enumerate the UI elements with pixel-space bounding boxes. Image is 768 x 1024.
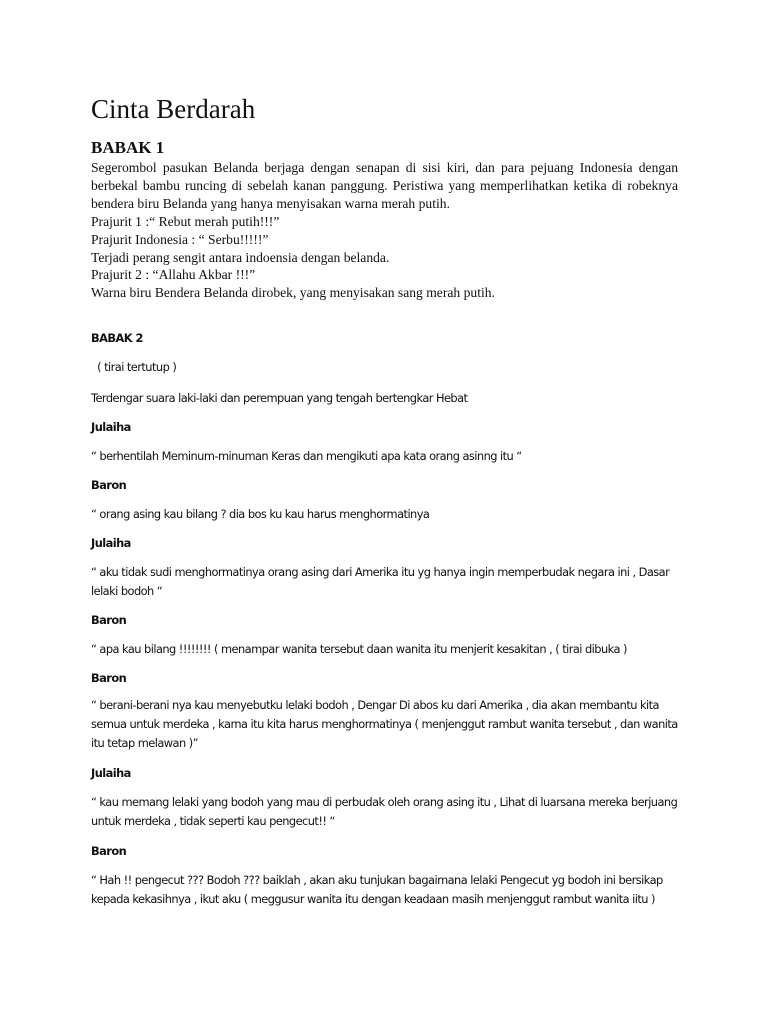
document-title: Cinta Berdarah (91, 94, 256, 124)
dialogue-line: “ berani-berani nya kau menyebutku lelaki bodoh , Dengar Di abos ku dari Amerika , dia akan membantu kita semua untuk merdeka , karna itu kita harus menghormatinya ( menjenggut rambut wanita tersebut , dan wanita itu tetap melawan )” (91, 698, 678, 750)
babak-1-line-bendera: Warna biru Bendera Belanda dirobek, yang menyisakan sang merah putih. (91, 285, 495, 301)
speaker-name: Baron (91, 671, 127, 685)
babak-1-line-perang: Terjadi perang sengit antara indoensia dengan belanda. (91, 249, 390, 265)
babak-1-body (91, 159, 678, 302)
speaker-name: Baron (91, 613, 127, 627)
babak-1-line-prajurit-2: Prajurit 2 : “Allahu Akbar !!!” (91, 267, 256, 283)
dialogue-line: “ Hah !! pengecut ??? Bodoh ??? baiklah , akan aku tunjukan bagaimana lelaki Pengecut yg bodoh ini bersikap kepada kekasihnya , ikut aku ( meggusur wanita itu dengan keadaan masih menjenggut rambut wanita iitu ) (91, 873, 663, 906)
babak-1-intro: Segerombol pasukan Belanda berjaga dengan senapan di sisi kiri, dan para pejuang Indonesia dengan berbekal bambu runcing di sebelah kanan panggung. Peristiwa yang memperlihatkan ketika di robeknya bendera biru Belanda yang hanya menyisakan warna merah putih. (91, 160, 678, 211)
babak-1-line-prajurit-1: Prajurit 1 :“ Rebut merah putih!!!” (91, 213, 280, 229)
dialogue-line: “ kau memang lelaki yang bodoh yang mau di perbudak oleh orang asing itu , Lihat di luarsana mereka berjuang untuk merdeka , tidak seperti kau pengecut!! “ (91, 795, 678, 828)
speaker-name: Julaiha (91, 420, 131, 434)
dialogue-line: “ aku tidak sudi menghormatinya orang asing dari Amerika itu yg hanya ingin memperbudak negara ini , Dasar lelaki bodoh “ (91, 565, 670, 598)
dialogue-line: “ apa kau bilang !!!!!!!! ( menampar wanita tersebut daan wanita itu menjerit kesakitan , ( tirai dibuka ) (91, 642, 627, 656)
dialogue-line: “ orang asing kau bilang ? dia bos ku kau harus menghormatinya (91, 507, 430, 521)
narration: Terdengar suara laki-laki dan perempuan yang tengah bertengkar Hebat (91, 391, 468, 405)
babak-1-heading: BABAK 1 (91, 138, 165, 157)
stage-direction: ( tirai tertutup ) (91, 360, 177, 374)
speaker-name: Baron (91, 844, 127, 858)
speaker-name: Julaiha (91, 536, 131, 550)
babak-2-heading: BABAK 2 (91, 331, 143, 345)
babak-1-line-prajurit-indonesia: Prajurit Indonesia : “ Serbu!!!!!” (91, 231, 269, 247)
dialogue-line: “ berhentilah Meminum-minuman Keras dan mengikuti apa kata orang asinng itu “ (91, 449, 522, 463)
speaker-name: Julaiha (91, 766, 131, 780)
speaker-name: Baron (91, 478, 127, 492)
